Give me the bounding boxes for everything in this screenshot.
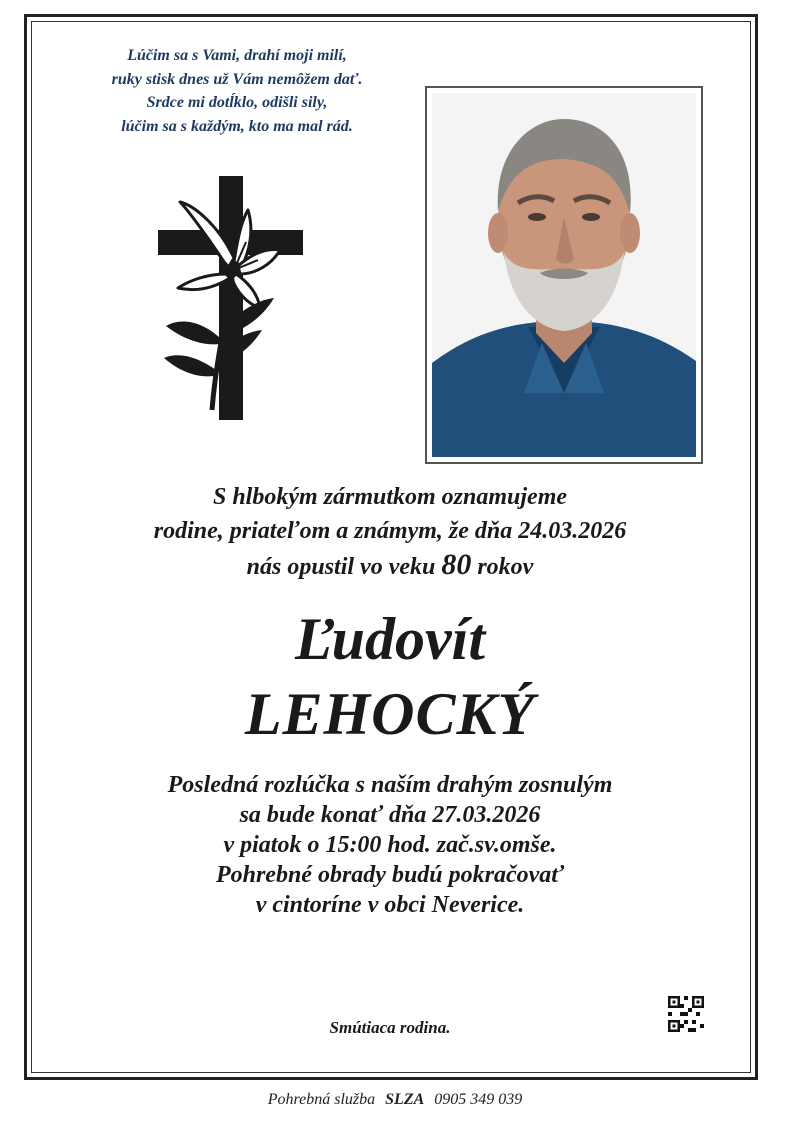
footer-brand: SLZA [385,1091,425,1108]
age-value: 80 [441,548,472,581]
footer-phone: 0905 349 039 [434,1091,523,1108]
deceased-first-name: Ľudovít [295,606,485,672]
age-prefix: nás opustil vo veku [246,554,436,580]
funeral-line: Posledná rozlúčka s naším drahým zosnulým [167,772,613,798]
funeral-line: Pohrebné obrady budú pokračovať [215,862,565,888]
deceased-surname: LEHOCKÝ [244,681,536,747]
qr-code-icon [668,996,704,1032]
announcement-line-age [60,548,720,584]
death-announcement [60,480,720,584]
announcement-line: rodine, priateľom a známym, že dňa 24.03.2026 [153,518,627,544]
poem-line: ruky stisk dnes už Vám nemôžem dať. [111,70,363,88]
cross-with-lily-icon [150,170,310,430]
funeral-line: v cintoríne v obci Neverice. [255,892,525,918]
poem-line: lúčim sa s každým, kto ma mal rád. [121,117,353,135]
poem-line: Lúčim sa s Vami, drahí moji milí, [127,47,347,64]
funeral-details [60,770,720,920]
funeral-line: sa bude konať dňa 27.03.2026 [239,802,541,828]
announcement-line: S hlbokým zármutkom oznamujeme [212,484,568,510]
portrait-photo [432,93,696,457]
portrait-frame [425,86,703,464]
funeral-service-footer [0,1091,790,1109]
poem-line: Srdce mi dotĺklo, odišli sily, [146,94,328,111]
footer-prefix: Pohrebná služba [267,1091,376,1108]
farewell-poem [52,44,422,138]
funeral-line: v piatok o 15:00 hod. zač.sv.omše. [223,832,557,858]
age-suffix: rokov [477,554,534,580]
family-signature: Smútiaca rodina. [329,1018,451,1037]
